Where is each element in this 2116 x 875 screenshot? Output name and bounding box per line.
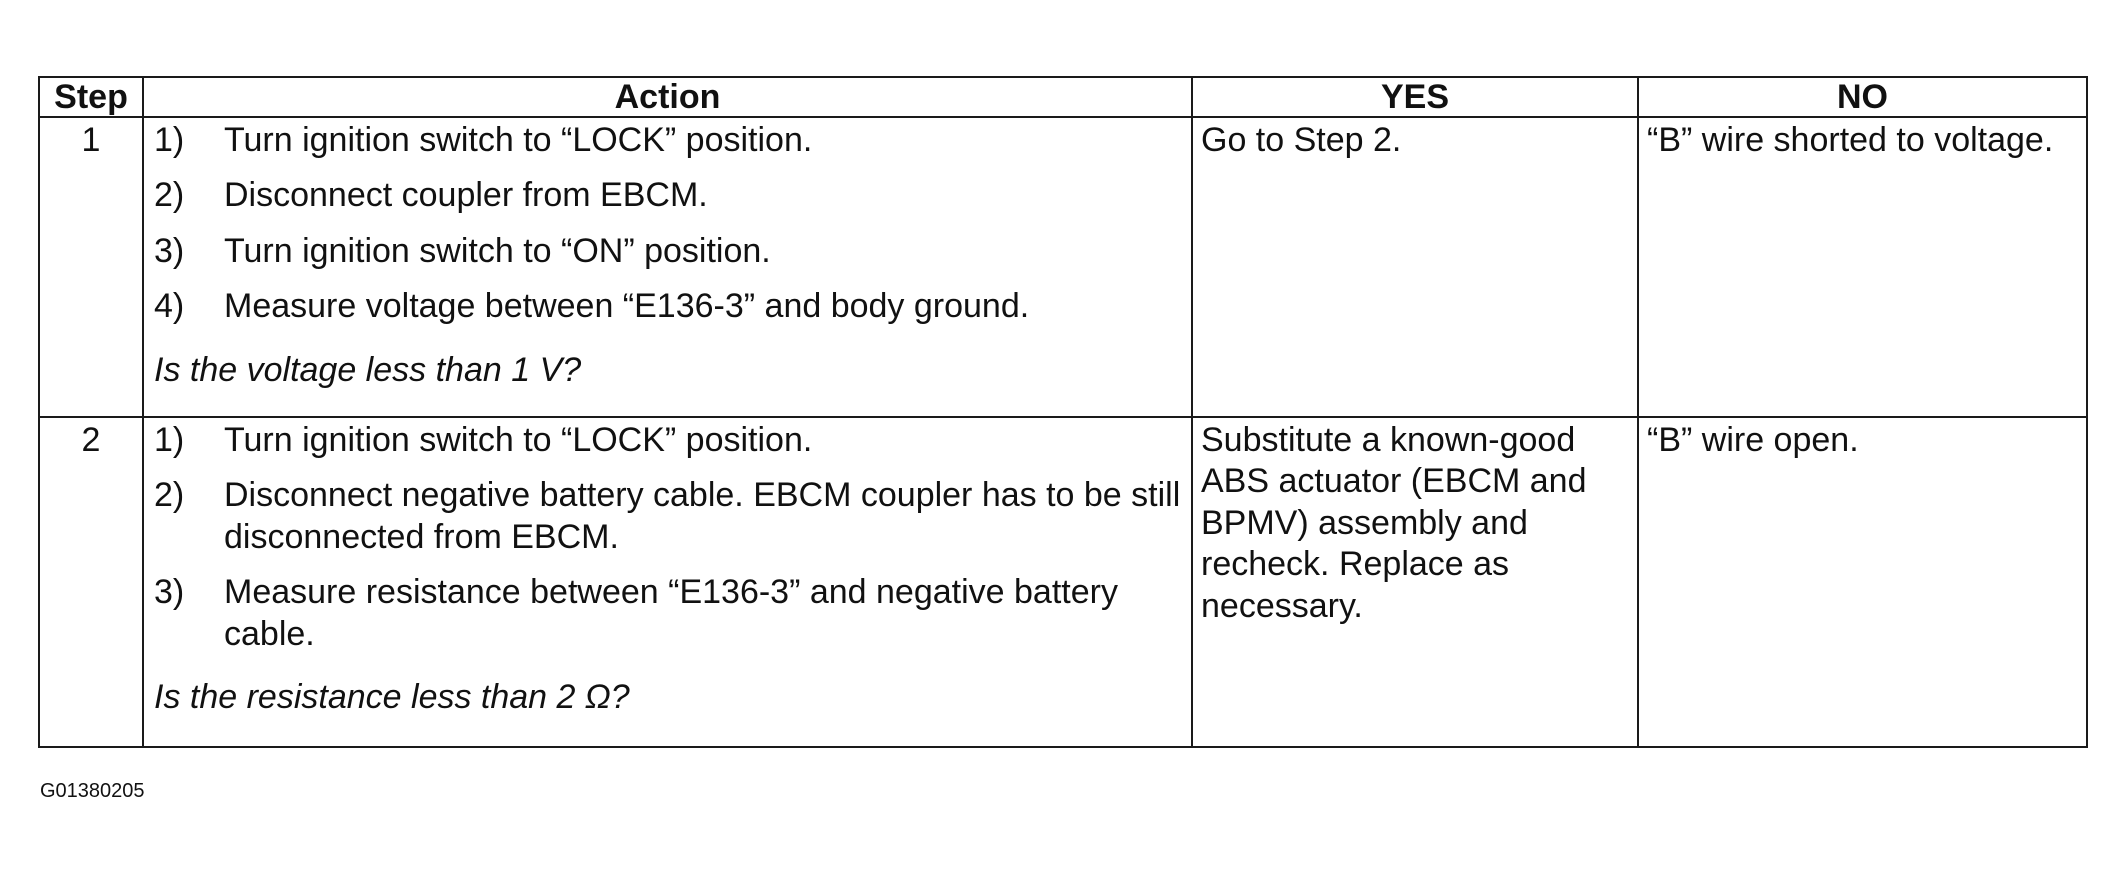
table-row (39, 417, 2087, 747)
yes-result: Go to Step 2. (1192, 117, 1638, 417)
table-row (39, 117, 2087, 417)
action-number: 3) (154, 231, 185, 270)
table-header-row (39, 77, 2087, 117)
action-text: Disconnect negative battery cable. EBCM coupler has to be still disconnected from EBCM. (224, 476, 1181, 556)
diagnostic-procedure-table (38, 76, 2088, 748)
action-number: 3) (154, 573, 185, 612)
action-text: Disconnect coupler from EBCM. (224, 176, 708, 215)
check-question: Is the voltage less than 1 V? (154, 350, 582, 389)
figure-id: G01380205 (40, 780, 145, 802)
action-item (154, 120, 1181, 161)
action-list (154, 120, 1181, 328)
action-text: Turn ignition switch to “ON” position. (224, 231, 771, 270)
action-item (154, 175, 1181, 216)
yes-result: Substitute a known-good ABS actuator (EBCM and BPMV) assembly and recheck. Replace as necessary. (1192, 417, 1638, 747)
action-number: 1) (154, 421, 185, 459)
action-text: Turn ignition switch to “LOCK” position. (224, 421, 813, 459)
action-number: 1) (154, 121, 185, 159)
action-number: 2) (154, 476, 185, 515)
header-no: NO (1638, 77, 2087, 117)
step-number: 2 (39, 417, 143, 747)
action-item (154, 231, 1181, 272)
header-step: Step (39, 77, 143, 117)
step-number: 1 (39, 117, 143, 417)
action-item (154, 572, 1181, 655)
no-result: “B” wire shorted to voltage. (1638, 117, 2087, 417)
header-yes: YES (1192, 77, 1638, 117)
action-list (154, 420, 1181, 655)
action-item (154, 420, 1181, 461)
action-text: Measure resistance between “E136-3” and negative battery cable. (224, 573, 1118, 653)
action-item (154, 286, 1181, 327)
check-question: Is the resistance less than 2 Ω? (154, 678, 630, 717)
header-action: Action (143, 77, 1192, 117)
action-cell (143, 417, 1192, 747)
action-item (154, 475, 1181, 558)
action-cell (143, 117, 1192, 417)
action-text: Measure voltage between “E136-3” and body ground. (224, 287, 1030, 326)
no-result: “B” wire open. (1638, 417, 2087, 747)
action-number: 2) (154, 176, 185, 215)
action-text: Turn ignition switch to “LOCK” position. (224, 121, 813, 159)
action-number: 4) (154, 287, 185, 326)
